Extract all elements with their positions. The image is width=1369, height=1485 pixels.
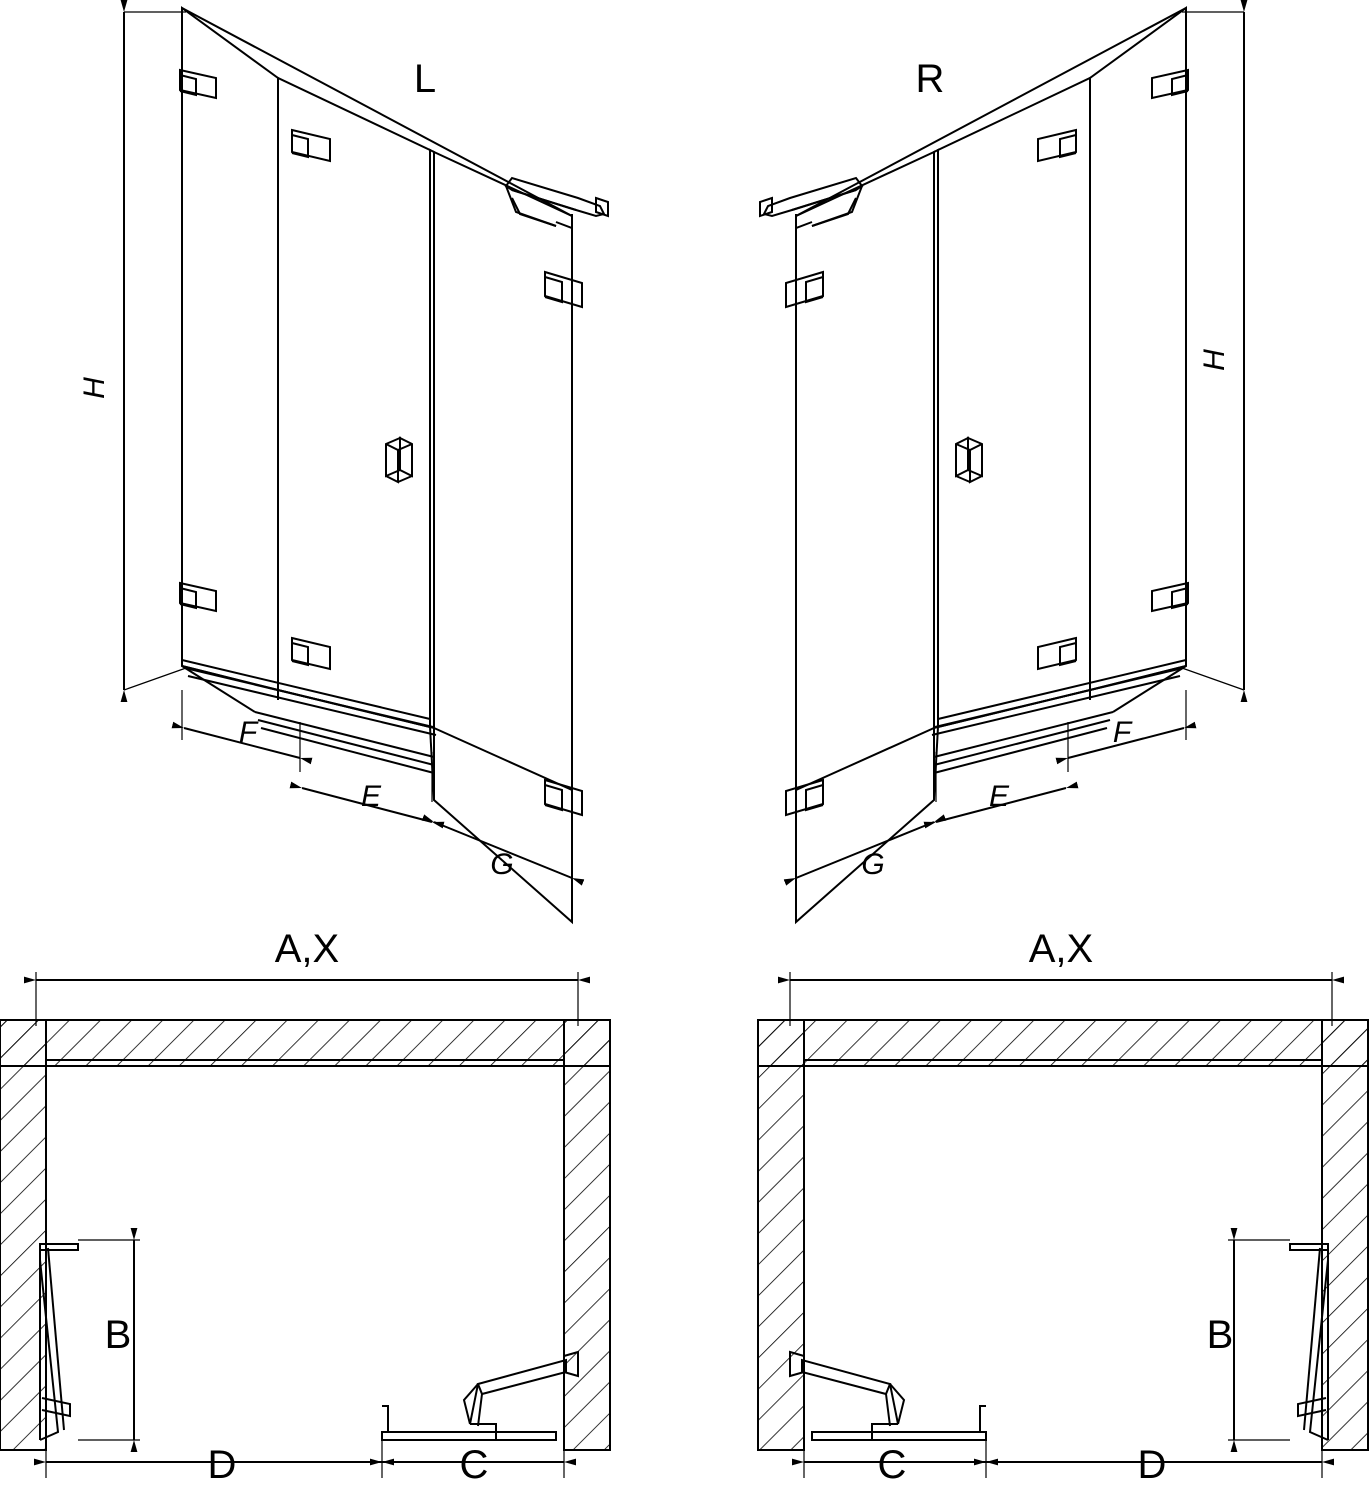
panel-and-stabilizer-plan-left xyxy=(382,1352,578,1440)
door-leaf-left xyxy=(40,1244,78,1440)
label-segment-c-right: C xyxy=(877,1443,907,1485)
plan-view-right xyxy=(758,972,1368,1478)
dimension-ax-right xyxy=(790,972,1332,1026)
label-handing-right: R xyxy=(915,57,945,101)
stabilizer-bar-right xyxy=(760,178,862,228)
dimension-ax-left xyxy=(36,972,578,1026)
dimension-h-left xyxy=(124,12,186,690)
glass-panel-e-left xyxy=(278,78,430,727)
side-panel-bottom-edge-left xyxy=(434,728,572,790)
label-handing-left: L xyxy=(413,57,437,101)
dimension-b-right xyxy=(1228,1240,1290,1440)
label-segment-d-left: D xyxy=(207,1443,237,1485)
panel-and-stabilizer-plan-right xyxy=(790,1352,986,1440)
glass-panel-f-left xyxy=(182,8,278,690)
glass-panel-e-right xyxy=(938,78,1090,727)
label-panel-e-left: E xyxy=(360,780,382,813)
label-height-left: H xyxy=(78,377,111,399)
wall-side-left-2 xyxy=(758,1020,804,1450)
label-height-right: H xyxy=(1198,349,1231,371)
label-panel-g-left: G xyxy=(490,848,514,881)
label-depth-b-left: B xyxy=(104,1313,132,1357)
glass-panel-f-right xyxy=(1090,8,1186,690)
plan-view-left xyxy=(0,972,610,1478)
label-panel-e-right: E xyxy=(988,780,1010,813)
label-depth-b-right: B xyxy=(1206,1313,1234,1357)
label-panel-f-right: F xyxy=(1112,716,1132,749)
handle-right xyxy=(956,438,982,482)
label-segment-c-left: C xyxy=(459,1443,489,1485)
handle-left xyxy=(386,438,412,482)
label-segment-d-right: D xyxy=(1137,1443,1167,1485)
label-panel-f-left: F xyxy=(238,716,258,749)
wall-side-right xyxy=(564,1020,610,1450)
label-width-ax-right: A,X xyxy=(1028,927,1094,971)
stabilizer-bar-left xyxy=(506,178,608,228)
label-width-ax-left: A,X xyxy=(274,927,340,971)
label-panel-g-right: G xyxy=(861,848,885,881)
door-leaf-right xyxy=(1290,1244,1328,1440)
